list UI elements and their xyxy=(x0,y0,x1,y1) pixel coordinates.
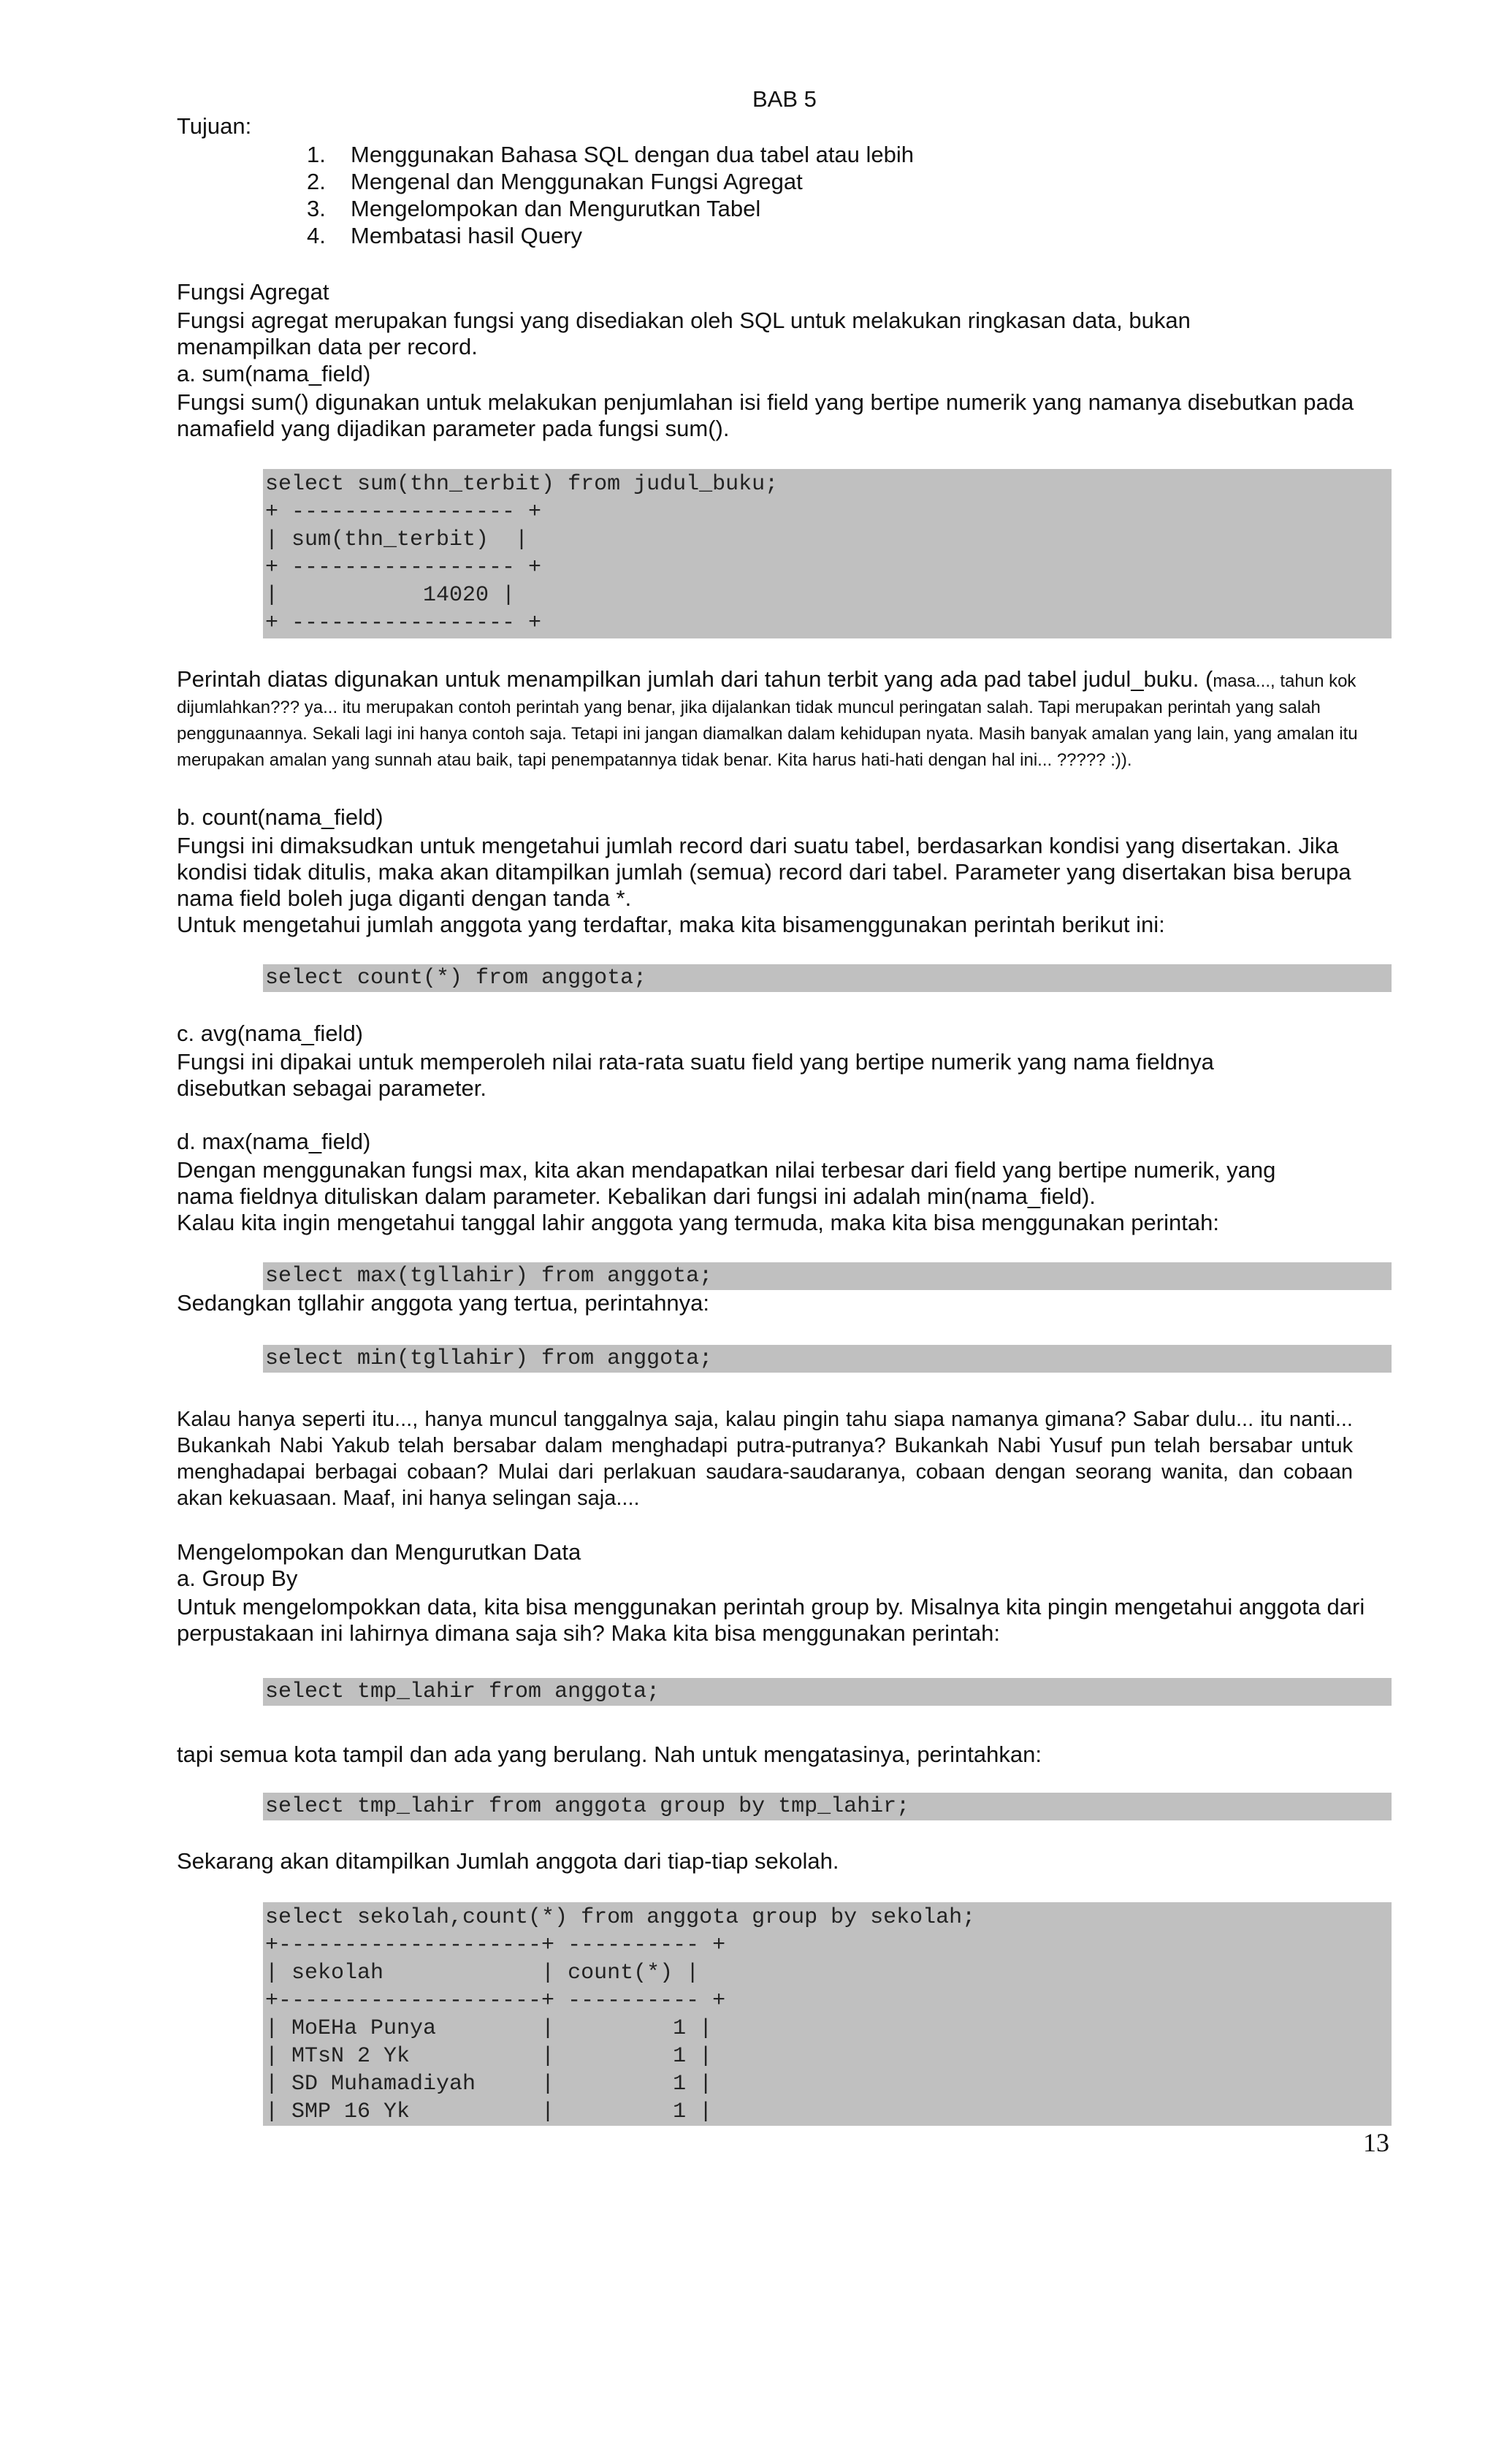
max-description: Dengan menggunakan fungsi max, kita akan mendapatkan nilai terbesar dari field yang bertipe numerik, yang nama fieldnya dituliskan dalam parameter. Kebalikan dari fungsi ini adalah min(nama_field). xyxy=(177,1157,1276,1209)
list-number: 1. xyxy=(307,142,326,167)
list-text: Mengelompokan dan Mengurutkan Tabel xyxy=(351,196,761,221)
max-description-2: Kalau kita ingin mengetahui tanggal lahir anggota yang termuda, maka kita bisa menggunakan perintah: xyxy=(177,1210,1219,1235)
tujuan-label: Tujuan: xyxy=(177,113,252,139)
count-description-2: Untuk mengetahui jumlah anggota yang terdaftar, maka kita bisamenggunakan perintah berikut ini: xyxy=(177,912,1165,937)
max-heading: d. max(nama_field) xyxy=(177,1129,371,1154)
avg-description: Fungsi ini dipakai untuk memperoleh nilai rata-rata suatu field yang bertipe numerik yang nama fieldnya disebutkan sebagai parameter. xyxy=(177,1049,1214,1101)
code-line: | SMP 16 Yk | 1 | xyxy=(265,2099,713,2124)
count-code-block xyxy=(263,964,1392,992)
list-text: Membatasi hasil Query xyxy=(351,223,583,248)
list-item xyxy=(307,223,914,250)
group-code-block-2 xyxy=(263,1793,1392,1820)
group-by-description-2: tapi semua kota tampil dan ada yang berulang. Nah untuk mengatasinya, perintahkan: xyxy=(177,1742,1042,1767)
code-line: select sekolah,count(*) from anggota group by sekolah; xyxy=(265,1905,976,1930)
sum-description: Fungsi sum() digunakan untuk melakukan penjumlahan isi field yang bertipe numerik yang namanya disebutkan pada namafield yang dijadikan parameter pada fungsi sum(). xyxy=(177,389,1354,441)
group-section-heading: Mengelompokan dan Mengurutkan Data xyxy=(177,1539,581,1565)
code-line: | 14020 | xyxy=(265,583,516,608)
group-by-description: Untuk mengelompokkan data, kita bisa menggunakan perintah group by. Misalnya kita pingin mengetahui anggota dari perpustakaan ini lahirnya dimana saja sih? Maka kita bisa menggunakan perintah: xyxy=(177,1594,1365,1646)
code-line: select tmp_lahir from anggota; xyxy=(265,1679,660,1704)
max-code-block xyxy=(263,1262,1392,1290)
list-text: Mengenal dan Menggunakan Fungsi Agregat xyxy=(351,169,803,194)
sum-code-block xyxy=(263,469,1392,638)
group-by-description-3: Sekarang akan ditampilkan Jumlah anggota dari tiap-tiap sekolah. xyxy=(177,1848,839,1874)
list-number: 2. xyxy=(307,169,326,194)
sum-note-main: Perintah diatas digunakan untuk menampilkan jumlah dari tahun terbit yang ada pad tabel judul_buku. ( xyxy=(177,666,1213,692)
min-code-block xyxy=(263,1345,1392,1373)
sum-note-aside: masa..., tahun kok dijumlahkan??? ya... itu merupakan contoh perintah yang benar, jika dijalankan tidak muncul peringatan salah. Tapi merupakan perintah yang salah penggunaannya. Sekali lagi ini hanya contoh saja. Tetapi ini jangan diamalkan dalam kehidupan nyata. Masih banyak amalan yang lain, yang amalan itu merupakan amalan yang sunnah atau baik, tapi penempatannya tidak benar. Kita harus hati-hati dengan hal ini... ????? :)). xyxy=(177,671,1358,770)
list-text: Menggunakan Bahasa SQL dengan dua tabel atau lebih xyxy=(351,142,915,167)
list-item xyxy=(307,169,914,196)
count-description: Fungsi ini dimaksudkan untuk mengetahui jumlah record dari suatu tabel, berdasarkan kondisi yang disertakan. Jika kondisi tidak ditulis, maka akan ditampilkan jumlah (semua) record dari tabel. Parameter yang disertakan bisa berupa nama field boleh juga diganti dengan tanda *. xyxy=(177,833,1351,911)
tujuan-list xyxy=(307,142,914,250)
list-item xyxy=(307,142,914,169)
code-line: select max(tgllahir) from anggota; xyxy=(265,1264,713,1289)
count-heading: b. count(nama_field) xyxy=(177,804,383,830)
code-line: +--------------------+ ---------- + xyxy=(265,1988,726,2013)
code-line: | sekolah | count(*) | xyxy=(265,1961,700,1986)
page-number: 13 xyxy=(1363,2128,1389,2157)
chapter-title: BAB 5 xyxy=(752,86,817,112)
list-number: 3. xyxy=(307,196,326,221)
code-line: +--------------------+ ---------- + xyxy=(265,1933,726,1958)
code-line: + ----------------- + xyxy=(265,555,542,580)
code-line: | SD Muhamadiyah | 1 | xyxy=(265,2072,713,2097)
list-number: 4. xyxy=(307,223,326,248)
code-line: + ----------------- + xyxy=(265,611,542,636)
group-code-block-1 xyxy=(263,1678,1392,1706)
code-line: select sum(thn_terbit) from judul_buku; xyxy=(265,472,779,497)
code-line: select tmp_lahir from anggota group by tmp_lahir; xyxy=(265,1794,910,1819)
code-line: | MTsN 2 Yk | 1 | xyxy=(265,2044,713,2069)
max-description-3: Sedangkan tgllahir anggota yang tertua, perintahnya: xyxy=(177,1290,710,1316)
code-line: + ----------------- + xyxy=(265,500,542,525)
sum-heading: a. sum(nama_field) xyxy=(177,361,371,386)
section-heading-fungsi-agregat: Fungsi Agregat xyxy=(177,279,329,305)
list-item xyxy=(307,196,914,223)
max-aside: Kalau hanya seperti itu..., hanya muncul tanggalnya saja, kalau pingin tahu siapa namanya gimana? Sabar dulu... itu nanti... Bukankah Nabi Yakub telah bersabar dalam menghadapi putra-putranya? Bukankah Nabi Yusuf pun telah bersabar untuk menghadapai berbagai cobaan? Mulai dari perlakuan saudara-saudaranya, cobaan dengan seorang wanita, dan cobaan akan kekuasaan. Maaf, ini hanya selingan saja.... xyxy=(177,1408,1353,1510)
sum-note xyxy=(177,666,1393,771)
group-by-heading: a. Group By xyxy=(177,1565,298,1591)
fungsi-agregat-intro: Fungsi agregat merupakan fungsi yang disediakan oleh SQL untuk melakukan ringkasan data, bukan menampilkan data per record. xyxy=(177,308,1191,359)
code-line: select min(tgllahir) from anggota; xyxy=(265,1346,713,1371)
code-line: | MoEHa Punya | 1 | xyxy=(265,2016,713,2041)
avg-heading: c. avg(nama_field) xyxy=(177,1021,364,1046)
code-line: select count(*) from anggota; xyxy=(265,966,647,991)
code-line: | sum(thn_terbit) | xyxy=(265,527,529,552)
group-code-block-3 xyxy=(263,1902,1392,2126)
